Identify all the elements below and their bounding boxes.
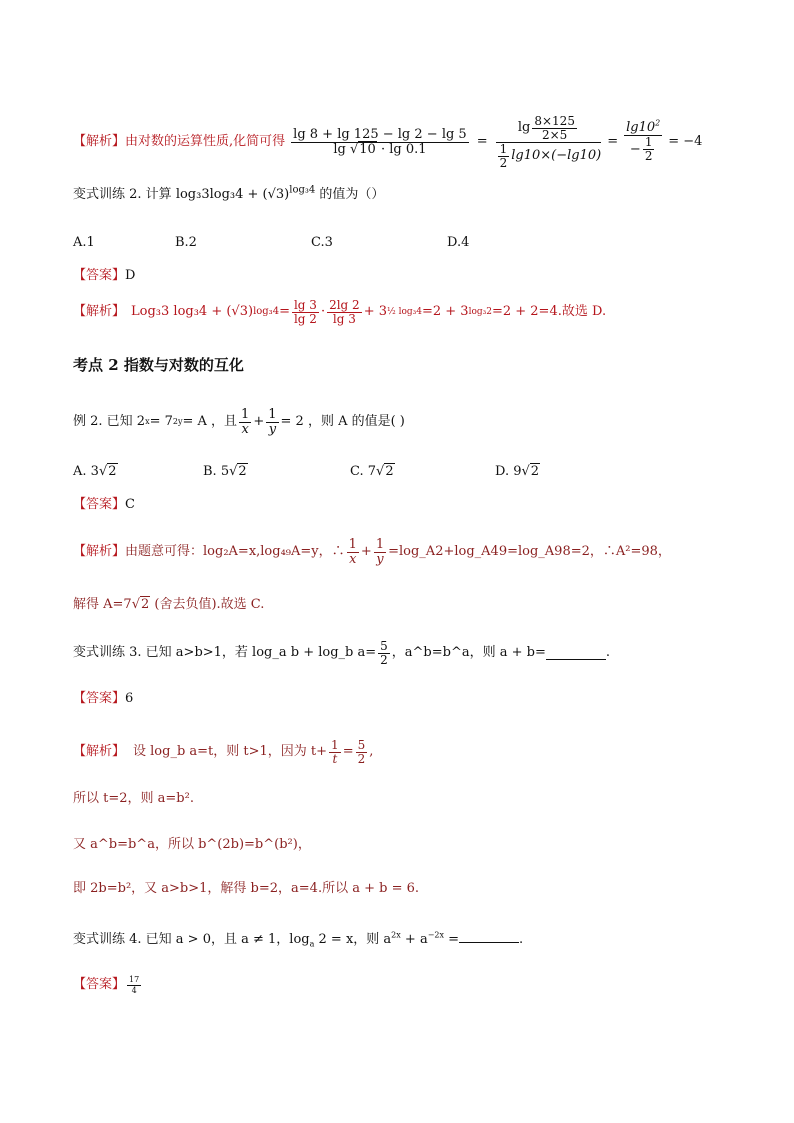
variant4-answer-frac: $\frac{17}{4}$ xyxy=(129,974,140,995)
variant2-answer: 【答案】D xyxy=(73,268,136,283)
equals-sign: = xyxy=(476,134,488,149)
example2-frac-y: $\frac{1}{y}$ xyxy=(268,406,277,437)
fraction-3-numerator: $\lg 10^2$ xyxy=(626,118,661,135)
variant2-question: 变式训练 2. 计算 $\log_33\log_34 + (√3)^{log_34}$ 的值为（） xyxy=(73,184,385,202)
fraction-2-denominator: $\frac{1}{2}$ lg10×(−lg10) xyxy=(499,141,602,170)
variant3-explain-line-4: 即 2b=b²，又 a>b>1，解得 b=2，a=4.所以 a + b = 6. xyxy=(73,881,419,896)
fraction-1-numerator: lg 8 + lg 125 − lg 2 − lg 5 xyxy=(293,126,467,142)
fraction-2-numerator: lg $\frac{8\times 125}{2\times 5}$ xyxy=(496,115,602,143)
explain-lead-text: 由对数的运算性质,化简可得 xyxy=(125,134,286,149)
variant2-frac-1: $\frac{\lg 3}{\lg 2}$ xyxy=(293,297,317,326)
variant3-explain-frac-t: $\frac{1}{t}$ xyxy=(331,737,339,766)
example2-answer: 【答案】C xyxy=(73,497,135,512)
jiexi-label: 【解析】 xyxy=(73,134,126,149)
example2-question: 例 2. 已知 2 x = 7 2y = A ，且 $\frac{1}{x}$ + $\frac{1}{y}$ = 2 ，则 A 的值是( ) xyxy=(73,406,405,437)
fraction-3 xyxy=(624,118,662,163)
fraction-2-inner: $\frac{8\times 125}{2\times 5}$ xyxy=(534,113,575,142)
result-value: = −4 xyxy=(668,134,703,149)
variant4-answer: 【答案】 $\frac{17}{4}$ xyxy=(73,974,140,995)
example2-explain: 【解析】 由题意可得：log₂A=x,log₄₉A=y，∴ $\frac{1}{x}$ + $\frac{1}{y}$ =log_A2+log_A49=log_A98=2，∴A²=98， xyxy=(73,536,671,567)
fraction-1-denominator: lg √10 · lg 0.1 xyxy=(333,141,427,157)
variant3-explain-line-2: 所以 t=2，则 a=b². xyxy=(73,791,194,806)
explain-line-1 xyxy=(73,112,702,172)
example2-option-b: B. 5√2 xyxy=(203,464,247,479)
variant3-blank xyxy=(546,647,606,660)
example2-explain-2: 解得 A=7√2 (舍去负值).故选 C. xyxy=(73,597,265,612)
variant2-option-c: C.3 xyxy=(311,235,333,250)
variant4-question: 变式训练 4. 已知 a > 0，且 a ≠ 1，$\log_a 2 = x$，则 $a^{2x} + a^{-2x}$ = . xyxy=(73,930,524,949)
example2-frac-x: $\frac{1}{x}$ xyxy=(241,406,250,437)
variant2-option-b: B.2 xyxy=(175,235,197,250)
example2-option-d: D. 9√2 xyxy=(495,464,540,479)
variant2-option-d: D.4 xyxy=(447,235,470,250)
variant3-explain-frac-5-2: $\frac{5}{2}$ xyxy=(357,737,366,766)
variant2-frac-2: $\frac{2\lg 2}{\lg 3}$ xyxy=(329,297,360,326)
variant3-explain: 【解析】 设 log_b a=t，则 t>1，因为 t+ $\frac{1}{t}$ = $\frac{5}{2}$ , xyxy=(73,737,374,766)
equals-sign-2: = xyxy=(607,134,619,149)
section-heading: 考点 2 指数与对数的互化 xyxy=(73,356,244,374)
variant3-explain-line-3: 又 a^b=b^a，所以 b^(2b)=b^(b²)， xyxy=(73,837,311,852)
example2-option-c: C. 7√2 xyxy=(350,464,394,479)
fraction-2 xyxy=(496,115,602,170)
fraction-1 xyxy=(291,128,469,157)
variant3-frac: $\frac{5}{2}$ xyxy=(380,638,388,667)
variant3-question: 变式训练 3. 已知 a>b>1，若 log_a b + log_b a= $\frac{5}{2}$ ，a^b=b^a，则 a + b= . xyxy=(73,638,610,667)
variant2-explain: 【解析】 Log₃3 log₃4 + (√3) log₃4 = $\frac{\lg 3}{\lg 2}$ · $\frac{2\lg 2}{\lg 3}$ + 3 ½ log₃4 =2 + 3 log₃2 =2 + 2=4.故选 D. xyxy=(73,297,607,326)
half-fraction: $\frac{1}{2}$ xyxy=(499,141,508,170)
variant3-answer: 【答案】6 xyxy=(73,691,134,706)
variant4-blank xyxy=(459,930,519,943)
variant2-option-a: A.1 xyxy=(73,235,95,250)
example2-explain-frac-y: $\frac{1}{y}$ xyxy=(375,536,385,567)
fraction-3-denominator: − $\frac{1}{2}$ xyxy=(629,135,653,163)
fraction-3-den-half: $\frac{1}{2}$ xyxy=(644,135,653,163)
example2-option-a: A. 3√2 xyxy=(73,464,117,479)
example2-explain-frac-x: $\frac{1}{x}$ xyxy=(348,536,357,567)
